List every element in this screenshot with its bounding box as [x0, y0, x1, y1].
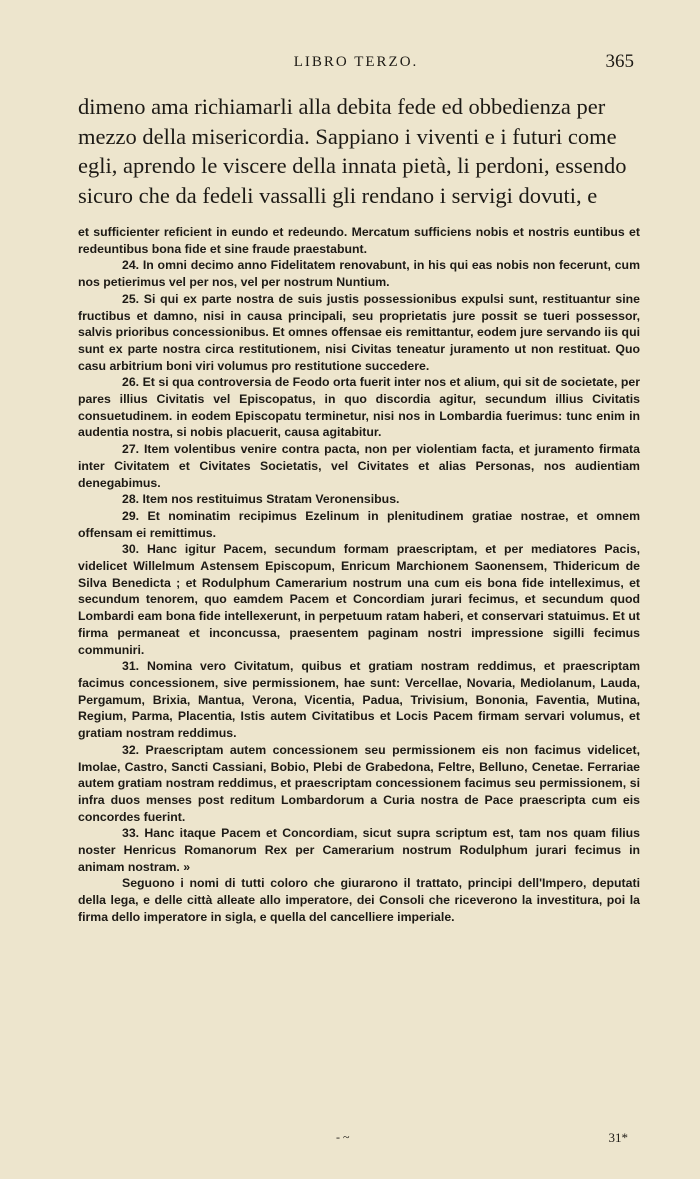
paragraph: 25. Si qui ex parte nostra de suis justis possessionibus expulsi sunt, restituantur sine fructibus et damno, nisi in causa principali, seu proprietatis jure possit se tueri possessor, salvis prioribus concessionibus. Et omnes offensae eis remittantur, eodem jure servando iis qui sunt ex parte nostra circa restitutionem, nisi Civitas teneatur juramento ut non restituat. Quo casu arbitrium boni viri volumus pro restitutione succedere. — [78, 291, 640, 373]
signature-mark: 31* — [608, 1130, 628, 1145]
printer-mark: - ~ — [336, 1130, 350, 1144]
intro-line: mezzo della misericordia. Sappiano i viventi e i futuri come — [78, 123, 617, 149]
intro-text — [78, 92, 638, 210]
page-header — [78, 51, 634, 78]
intro-line: dimeno ama richiamarli alla debita fede ed obbedienza per — [78, 94, 606, 119]
paragraph: Seguono i nomi di tutti coloro che giurarono il trattato, principi dell'Impero, deputati della lega, e delle città alleate allo imperatore, dei Consoli che riceverono la investitura, poi la firma dello imperatore in sigla, e quella del cancelliere imperiale. — [78, 876, 640, 924]
intro-line: sicuro che da fedeli vassalli gli rendano i servigi dovuti, e — [78, 182, 598, 208]
paragraph: et sufficienter reficient in eundo et redeundo. Mercatum sufficiens nobis et nostris euntibus et redeuntibus bona fide et sine fraude praestabunt. — [78, 225, 640, 256]
page-number: 365 — [605, 51, 634, 72]
paragraph: 24. In omni decimo anno Fidelitatem renovabunt, in his qui eas nobis non fecerunt, cum nos petierimus vel per nos, vel per nostrum Nuntium. — [78, 258, 640, 290]
paragraph: 31. Nomina vero Civitatum, quibus et gratiam nostram reddimus, et praescriptam facimus concessionem, sive permissionem, hae sunt: Vercellae, Novaria, Mediolanum, Lauda, Pergamum, Brixia, Mantua, Verona, Vicentia, Padua, Trivisium, Bononia, Faventia, Mutina, Regium, Parma, Placentia, Istis autem Civitatibus et Locis Pacem firmam servari volumus, et gratiam nostram reddimus. — [78, 659, 640, 741]
paragraph: 33. Hanc itaque Pacem et Concordiam, sicut supra scriptum est, tam nos quam filius noster Henricus Romanorum Rex per Camerarium nostrum Rodulphum jurari fecimus in animam nostram. » — [78, 826, 640, 874]
paragraph: 27. Item volentibus venire contra pacta, non per violentiam facta, et juramento firmata inter Civitatem et Civitates Societatis, vel Civitates et alias Personas, nos audientiam denegabimus. — [78, 442, 640, 490]
running-title: LIBRO TERZO. — [293, 54, 419, 70]
document-body — [78, 224, 640, 926]
paragraph: 32. Praescriptam autem concessionem seu permissionem eis non facimus videlicet, Imolae, Castro, Sancti Cassiani, Bobio, Plebi de Grabedona, Feltre, Belluno, Cenetae. Ferrariae autem gratiam nostram reddimus, et praescriptam concessionem facimus seu permissionem, si infra duos menses post reditum Lombardorum a Curia nostra de Pace praescripta cum eis concordes fuerint. — [78, 742, 640, 824]
paragraph: 29. Et nominatim recipimus Ezelinum in plenitudinem gratiae nostrae, et omnem offensam ei remittimus. — [78, 508, 640, 540]
intro-line: egli, aprendo le viscere della innata pietà, li perdoni, essendo — [78, 153, 627, 178]
paragraph: 26. Et si qua controversia de Feodo orta fuerit inter nos et alium, qui sit de societate, per pares illius Civitatis vel Episcopatus, in quo discordia agitur, secundum illius Civitatis consuetudinem. in eodem Episcopatu terminetur, nisi nos in Lombardia fuerimus: tunc enim in audentia nostra, si nobis placuerit, causa agitabitur. — [78, 375, 640, 440]
paragraph: 30. Hanc igitur Pacem, secundum formam praescriptam, et per mediatores Pacis, videlicet Willelmum Astensem Episcopum, Enricum Marchionem Saonensem, Thidericum de Silva Benedicta ; et Rodulphum Camerarium nostrum una cum eis bona fide intelleximus, et secundum tenorem, quo eamdem Pacem et Concordiam jurari fecimus, et secundum quod Lombardi eam bona fide intellexerunt, in perpetuum ratam haberi, et conservari statuimus. Et ut firma permaneat et inconcussa, praesentem paginam nostri impressione sigilli fecimus communiri. — [78, 542, 640, 657]
paragraph: 28. Item nos restituimus Stratam Veronensibus. — [122, 492, 400, 507]
page-footer — [78, 1130, 634, 1150]
